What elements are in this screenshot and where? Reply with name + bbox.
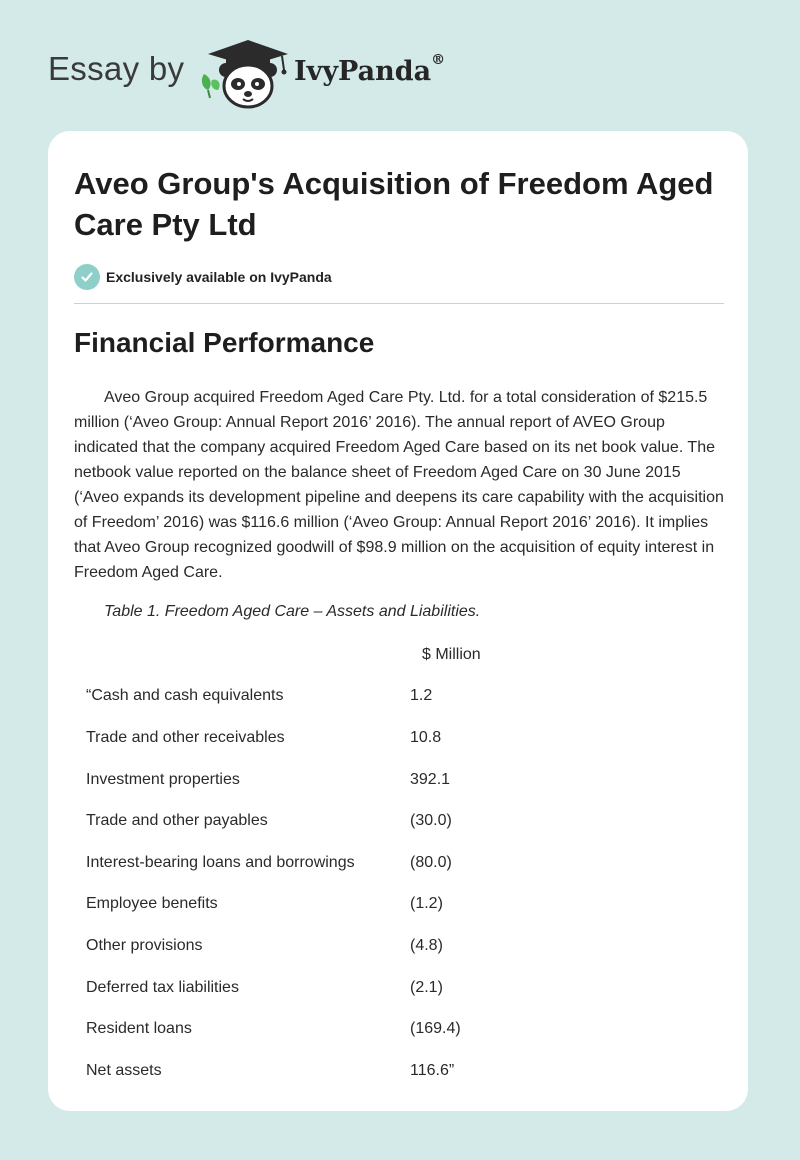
table-row — [74, 842, 494, 884]
row-label: Trade and other payables — [86, 812, 268, 830]
registered-mark: ® — [431, 52, 446, 68]
row-label: Trade and other receivables — [86, 728, 285, 746]
row-label: Investment properties — [86, 770, 240, 788]
row-label: Other provisions — [86, 936, 203, 954]
row-label: Net assets — [86, 1061, 162, 1079]
table-row — [74, 759, 494, 801]
panda-logo-icon[interactable] — [196, 34, 296, 110]
row-value: 392.1 — [410, 770, 451, 788]
table-row — [74, 884, 494, 926]
table-row — [74, 800, 494, 842]
table-row — [74, 925, 494, 967]
table-caption: Table 1. Freedom Aged Care – Assets and Liabilities. — [104, 603, 481, 620]
row-label: Interest-bearing loans and borrowings — [86, 853, 355, 871]
row-value: (30.0) — [410, 812, 452, 830]
table-row — [74, 967, 494, 1009]
row-label: Resident loans — [86, 1020, 192, 1038]
row-value: (169.4) — [410, 1020, 461, 1038]
table-row — [74, 1008, 494, 1050]
exclusive-badge-text: Exclusively available on IvyPanda — [106, 269, 332, 285]
check-circle-icon — [74, 264, 100, 290]
table-row — [74, 717, 494, 759]
table-row — [74, 1050, 494, 1092]
row-value: (2.1) — [410, 978, 443, 996]
row-value: 10.8 — [410, 728, 442, 746]
row-value: (1.2) — [410, 895, 443, 913]
row-value: 1.2 — [410, 687, 433, 705]
table-header-value: $ Million — [422, 645, 481, 663]
assets-liabilities-table — [74, 634, 494, 1092]
row-label: Employee benefits — [86, 895, 218, 913]
row-label: Deferred tax liabilities — [86, 978, 239, 996]
table-row — [74, 676, 494, 718]
panda-face-icon — [219, 63, 277, 107]
site-header — [0, 0, 800, 120]
essay-by-label: Essay by — [48, 50, 185, 87]
exclusive-badge — [74, 264, 332, 290]
essay-card — [48, 131, 748, 1111]
page-title: Aveo Group's Acquisition of Freedom Aged Care Pty Ltd — [74, 166, 714, 242]
section-heading: Financial Performance — [74, 327, 375, 358]
divider — [74, 303, 724, 304]
table-header-row — [74, 634, 494, 676]
row-value: (4.8) — [410, 936, 443, 954]
row-value: (80.0) — [410, 853, 452, 871]
brand-name[interactable] — [294, 52, 446, 87]
leaf-icon — [202, 74, 220, 98]
row-value: 116.6” — [410, 1061, 455, 1079]
body-paragraph: Aveo Group acquired Freedom Aged Care Pty. Ltd. for a total consideration of $215.5 million (‘Aveo Group: Annual Report 2016’ 2016). The annual report of AVEO Group indicated that the company acquired Freedom Aged Care based on its net book value. The netbook value reported on the balance sheet of Freedom Aged Care on 30 June 2015 (‘Aveo expands its development pipeline and deepens its care capability with the acquisition of Freedom’ 2016) was $116.6 million (‘Aveo Group: Annual Report 2016’ 2016). It implies that Aveo Group recognized goodwill of $98.9 million on the acquisition of equity interest in Freedom Aged Care. — [74, 389, 724, 581]
brand-text: IvyPanda — [294, 56, 432, 87]
row-label: “Cash and cash equivalents — [86, 687, 284, 705]
table-header-label — [74, 634, 410, 676]
